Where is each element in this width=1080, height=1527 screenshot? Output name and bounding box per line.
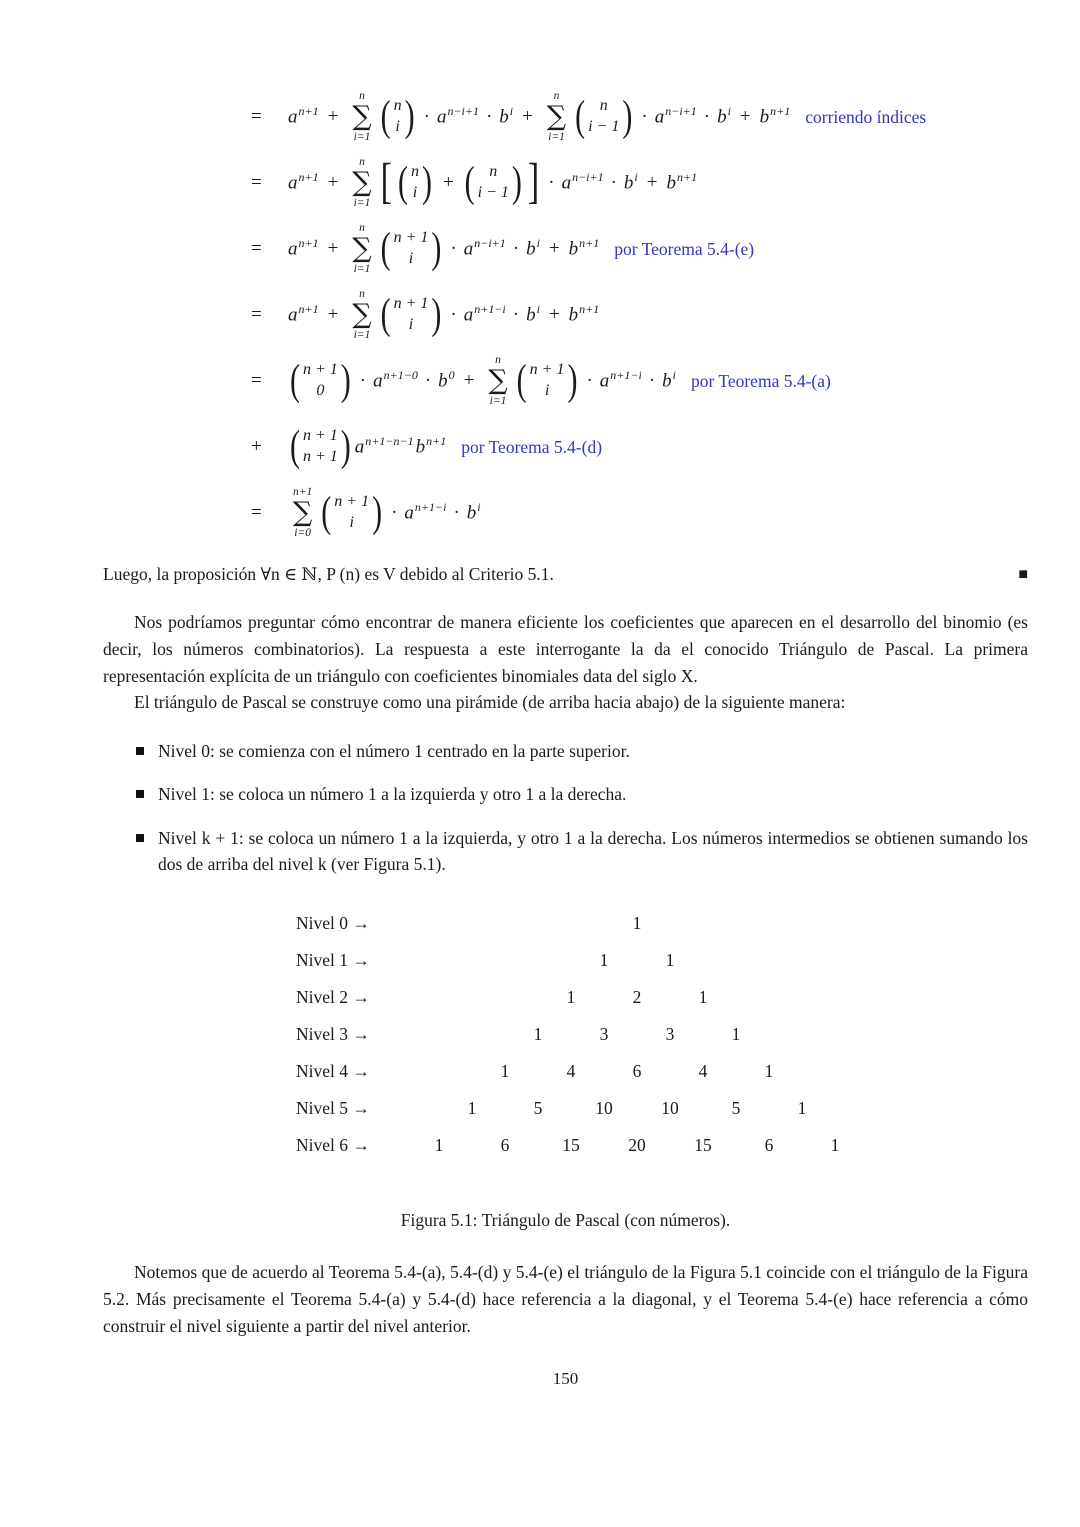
- triangle-row-numbers: [406, 987, 868, 1008]
- equation-line-4: [251, 282, 1028, 348]
- binomial-close-paren: ): [340, 422, 351, 471]
- math-operator: +: [739, 106, 751, 127]
- math-summation: [352, 222, 371, 277]
- triangle-number: 6: [500, 1135, 510, 1156]
- binomial-close-paren: ): [431, 290, 442, 339]
- math-variable: $a^{n+1-i}$: [599, 368, 642, 392]
- math-annotation: por Teorema 5.4-(e): [614, 238, 755, 259]
- binomial-open-paren: (: [290, 422, 300, 471]
- math-superscript: n+1: [770, 104, 791, 119]
- close-square-bracket: ]: [527, 155, 540, 210]
- sum-upper-limit: n: [359, 89, 365, 102]
- binomial-entries: [300, 360, 341, 402]
- math-summation: [488, 354, 507, 409]
- math-superscript: n+1: [298, 302, 319, 317]
- list-item-text: Nivel 0: se comienza con el número 1 centrado en la parte superior.: [158, 741, 630, 762]
- construction-rules-list: [103, 738, 1028, 877]
- binomial-bottom: i: [395, 118, 400, 135]
- binomial-top: n + 1: [393, 229, 429, 247]
- math-variable: $b^i$: [526, 236, 540, 260]
- math-binomial-coefficient: [290, 422, 351, 471]
- triangle-number: 20: [628, 1135, 646, 1156]
- triangle-row: [103, 1135, 1028, 1172]
- sigma-icon: ∑: [546, 100, 567, 132]
- paragraph-construction: El triángulo de Pascal se construye como una pirámide (de arriba hacia abajo) de la siguiente manera:: [134, 692, 846, 713]
- math-operator: +: [327, 172, 339, 193]
- math-variable: $b^{n+1}$: [415, 434, 447, 458]
- triangle-row-label: Nivel 4 →: [296, 1061, 370, 1082]
- triangle-row: [103, 987, 1028, 1024]
- math-superscript: 0: [448, 368, 455, 383]
- math-dot-operator: ·: [450, 238, 457, 259]
- math-summation: [352, 288, 371, 343]
- binomial-open-paren: (: [380, 224, 391, 273]
- paragraph-closing: Notemos que de acuerdo al Teorema 5.4-(a), 5.4-(d) y 5.4-(e) el triángulo de la Figura 5.1 coincide con el triángulo de la Figura 5.2. Más precisamente el Teorema 5.4-(a) y 5.4-(d) hace referencia a la diagonal, y el Teorema 5.4-(e) hace referencia a cómo construir el nivel siguiente a partir del nivel anterior.: [103, 1262, 1028, 1336]
- binomial-entries: [391, 228, 432, 270]
- triangle-number: 15: [694, 1135, 712, 1156]
- binomial-bottom: n + 1: [303, 448, 338, 465]
- equation-expression: [287, 354, 831, 409]
- sum-lower-limit: i=1: [353, 263, 371, 276]
- equation-expression: [287, 422, 603, 471]
- triangle-number: 15: [562, 1135, 580, 1156]
- binomial-entries: [475, 162, 512, 204]
- math-annotation: por Teorema 5.4-(d): [461, 436, 603, 457]
- math-binomial-coefficient: [464, 158, 522, 207]
- triangle-row-numbers: [406, 913, 868, 934]
- math-variable: $b^i$: [662, 368, 676, 392]
- triangle-number: 1: [467, 1098, 477, 1119]
- math-binomial-coefficient: [380, 92, 415, 141]
- sigma-icon: ∑: [352, 100, 372, 132]
- triangle-number: 3: [665, 1024, 675, 1045]
- equation-expression: [287, 90, 926, 145]
- math-superscript: n−i+1: [447, 104, 479, 119]
- equation-line-5: [251, 348, 1028, 414]
- binomial-bottom: 0: [316, 382, 325, 399]
- sum-upper-limit: n: [553, 89, 560, 102]
- math-superscript: i: [672, 368, 676, 383]
- equation-relation: =: [251, 172, 262, 193]
- triangle-number: 1: [698, 987, 708, 1008]
- equation-expression: [287, 288, 600, 343]
- triangle-row: [103, 950, 1028, 987]
- math-superscript: n+1: [298, 104, 319, 119]
- math-binomial-coefficient: [380, 290, 442, 339]
- binomial-close-paren: ): [511, 158, 522, 207]
- math-operator: +: [522, 106, 533, 127]
- binomial-close-paren: ): [622, 92, 633, 141]
- math-variable: $b^i$: [526, 302, 540, 326]
- binomial-close-paren: ): [421, 158, 432, 207]
- math-variable: $a^{n-i+1}$: [654, 104, 697, 128]
- math-summation: [547, 90, 566, 145]
- square-bullet-icon: [136, 790, 144, 798]
- math-superscript: i: [727, 104, 731, 119]
- math-variable: $a^{n+1}$: [288, 104, 319, 128]
- binomial-close-paren: ): [340, 356, 351, 405]
- triangle-number: 1: [830, 1135, 840, 1156]
- sum-upper-limit: n: [495, 353, 501, 366]
- triangle-row: [103, 1098, 1028, 1135]
- binomial-top: n + 1: [393, 295, 429, 313]
- math-superscript: n−i+1: [665, 104, 697, 119]
- list-item-nivel-1: [103, 781, 1028, 807]
- math-variable: $b^{n+1}$: [568, 236, 600, 260]
- math-dot-operator: ·: [485, 106, 493, 127]
- binomial-top: n + 1: [303, 361, 338, 379]
- math-summation: [293, 486, 312, 541]
- math-operator: +: [548, 304, 560, 325]
- binomial-bottom: i − 1: [477, 184, 509, 201]
- binomial-open-paren: (: [380, 92, 391, 141]
- equation-line-7: [251, 480, 1028, 546]
- math-superscript: i: [634, 170, 638, 185]
- triangle-row-numbers: [406, 950, 868, 971]
- qed-symbol: ■: [1018, 565, 1028, 583]
- math-superscript: n+1−i: [474, 302, 506, 317]
- binomial-open-paren: (: [464, 158, 475, 207]
- sum-lower-limit: i=1: [353, 329, 371, 342]
- equation-relation: +: [251, 436, 262, 457]
- triangle-number: 10: [661, 1098, 679, 1119]
- sum-upper-limit: n: [359, 155, 365, 168]
- binomial-close-paren: ): [431, 224, 442, 273]
- triangle-number: 3: [599, 1024, 609, 1045]
- equation-line-6: [251, 414, 1028, 480]
- math-annotation: por Teorema 5.4-(a): [690, 370, 831, 391]
- sigma-icon: ∑: [352, 166, 372, 198]
- binomial-open-paren: (: [321, 488, 332, 537]
- sigma-icon: ∑: [352, 298, 372, 330]
- math-summation: [352, 156, 371, 211]
- triangle-number: 1: [500, 1061, 510, 1082]
- math-operator: +: [463, 370, 475, 391]
- math-variable: $a^{n+1-0}$: [373, 368, 418, 392]
- sum-lower-limit: i=0: [294, 527, 311, 540]
- equation-relation: =: [251, 106, 262, 127]
- sum-lower-limit: i=1: [353, 131, 371, 144]
- math-operator: +: [548, 238, 560, 259]
- binomial-top: n + 1: [303, 427, 338, 445]
- math-binomial-coefficient: [380, 224, 442, 273]
- proof-conclusion-text: Luego, la proposición ∀n ∈ ℕ, P (n) es V debido al Criterio 5.1.: [103, 564, 554, 584]
- math-summation: [352, 90, 371, 145]
- math-variable: $b^i$: [623, 170, 638, 194]
- equation-line-1: [251, 84, 1028, 150]
- math-superscript: n+1: [579, 236, 600, 251]
- equation-expression: [287, 486, 482, 541]
- math-binomial-coefficient: [575, 92, 633, 141]
- triangle-number: 6: [764, 1135, 774, 1156]
- math-operator: +: [327, 106, 339, 127]
- triangle-row-numbers: [406, 1024, 868, 1045]
- square-bullet-icon: [136, 834, 144, 842]
- binomial-open-paren: (: [380, 290, 391, 339]
- proof-conclusion: [103, 564, 1028, 585]
- equation-block: [251, 0, 1028, 546]
- binomial-open-paren: (: [290, 356, 300, 405]
- binomial-top: n + 1: [529, 361, 565, 379]
- list-item-text: Nivel k + 1: se coloca un número 1 a la izquierda, y otro 1 a la derecha. Los números intermedios se obtienen sumando los dos de arriba del nivel k (ver Figura 5.1).: [158, 827, 1028, 874]
- math-variable: $b^{n+1}$: [568, 302, 600, 326]
- binomial-bottom: i − 1: [588, 118, 620, 135]
- math-dot-operator: ·: [512, 238, 520, 259]
- math-dot-operator: ·: [610, 172, 617, 193]
- math-variable: $a^{n+1}$: [288, 170, 319, 194]
- sum-upper-limit: n: [359, 287, 365, 300]
- binomial-bottom: i: [349, 514, 354, 531]
- math-dot-operator: ·: [548, 172, 555, 193]
- equation-expression: [287, 156, 698, 211]
- math-variable: $b^{n+1}$: [759, 104, 791, 128]
- math-dot-operator: ·: [648, 370, 656, 391]
- binomial-bottom: i: [412, 184, 418, 201]
- binomial-bottom: i: [408, 316, 414, 333]
- math-dot-operator: ·: [586, 370, 593, 391]
- math-superscript: n+1: [298, 170, 319, 185]
- sum-upper-limit: n: [359, 221, 365, 234]
- binomial-top: n: [489, 163, 498, 181]
- math-variable: $a^{n+1-i}$: [463, 302, 506, 326]
- triangle-row-label: Nivel 5 →: [296, 1098, 370, 1119]
- triangle-row-label: Nivel 3 →: [296, 1024, 370, 1045]
- sum-lower-limit: i=1: [489, 395, 507, 408]
- math-dot-operator: ·: [703, 106, 711, 127]
- figure-caption: Figura 5.1: Triángulo de Pascal (con números).: [400, 1210, 731, 1231]
- math-superscript: n+1: [298, 236, 319, 251]
- binomial-entries: [331, 492, 372, 534]
- math-variable: $b^{n+1}$: [666, 170, 698, 194]
- math-superscript: n+1−0: [383, 368, 418, 383]
- binomial-entries: [527, 360, 568, 402]
- triangle-number: 1: [764, 1061, 774, 1082]
- triangle-row-numbers: [406, 1061, 868, 1082]
- binomial-bottom: i: [544, 382, 550, 399]
- sigma-icon: ∑: [352, 232, 372, 264]
- math-variable: $a^{n-i+1}$: [561, 170, 604, 194]
- triangle-number: 6: [632, 1061, 642, 1082]
- math-operator: +: [442, 172, 454, 193]
- math-binomial-coefficient: [397, 158, 432, 207]
- triangle-row: [103, 1024, 1028, 1061]
- math-dot-operator: ·: [512, 304, 520, 325]
- binomial-open-paren: (: [516, 356, 527, 405]
- math-dot-operator: ·: [391, 502, 398, 523]
- math-variable: $a^{n+1}$: [288, 302, 319, 326]
- math-superscript: i: [536, 236, 540, 251]
- math-variable: $a^{n-i+1}$: [436, 104, 479, 128]
- binomial-entries: [585, 96, 622, 138]
- binomial-close-paren: ): [404, 92, 415, 141]
- binomial-open-paren: (: [575, 92, 586, 141]
- list-item-text: Nivel 1: se coloca un número 1 a la izquierda y otro 1 a la derecha.: [158, 784, 627, 805]
- math-operator: +: [327, 304, 339, 325]
- triangle-number: 1: [731, 1024, 741, 1045]
- math-operator: +: [646, 172, 658, 193]
- math-binomial-coefficient: [321, 488, 383, 537]
- equation-relation: =: [251, 238, 262, 259]
- equation-relation: =: [251, 502, 262, 523]
- triangle-number: 1: [533, 1024, 543, 1045]
- math-superscript: i: [509, 104, 514, 119]
- sigma-icon: ∑: [488, 364, 508, 396]
- binomial-entries: [300, 426, 341, 468]
- sum-upper-limit: n+1: [293, 485, 313, 498]
- math-superscript: n−i+1: [572, 170, 604, 185]
- equation-relation: =: [251, 370, 262, 391]
- triangle-number: 5: [731, 1098, 741, 1119]
- paragraph-coefficients: Nos podríamos preguntar cómo encontrar de manera eficiente los coeficientes que aparecen en el desarrollo del binomio (es decir, los números combinatorios). La respuesta a este interrogante la da el conocido Triángulo de Pascal. La primera representación explícita de un triángulo con coeficientes binomiales data del siglo X.: [103, 612, 1028, 686]
- math-dot-operator: ·: [453, 502, 460, 523]
- triangle-number: 1: [797, 1098, 807, 1119]
- triangle-number: 10: [595, 1098, 613, 1119]
- triangle-number: 2: [632, 987, 642, 1008]
- sum-lower-limit: i=1: [548, 131, 565, 144]
- math-variable: $b^i$: [717, 104, 731, 128]
- binomial-top: n: [393, 97, 402, 115]
- triangle-number: 1: [599, 950, 609, 971]
- binomial-top: n: [599, 97, 608, 115]
- math-dot-operator: ·: [450, 304, 457, 325]
- pascal-triangle: [103, 913, 1028, 1172]
- math-variable: $a^{n+1}$: [288, 236, 319, 260]
- triangle-number: 4: [698, 1061, 708, 1082]
- math-superscript: n+1: [426, 434, 447, 449]
- triangle-row-numbers: [406, 1098, 868, 1119]
- math-operator: +: [327, 238, 339, 259]
- math-dot-operator: ·: [641, 106, 648, 127]
- triangle-number: 4: [566, 1061, 576, 1082]
- binomial-close-paren: ): [372, 488, 383, 537]
- binomial-top: n: [410, 163, 419, 181]
- math-variable: $b^i$: [499, 104, 514, 128]
- math-variable: $a^{n-i+1}$: [463, 236, 506, 260]
- math-dot-operator: ·: [424, 370, 432, 391]
- square-bullet-icon: [136, 747, 144, 755]
- triangle-number: 1: [566, 987, 576, 1008]
- math-variable: $a^{n+1-n-1}$: [354, 434, 414, 458]
- list-item-nivel-k: [103, 825, 1028, 878]
- binomial-entries: [391, 96, 405, 138]
- triangle-row-label: Nivel 2 →: [296, 987, 370, 1008]
- math-superscript: i: [536, 302, 540, 317]
- binomial-entries: [391, 294, 432, 336]
- math-variable: $b^0$: [438, 368, 455, 392]
- triangle-row-label: Nivel 0 →: [296, 913, 370, 934]
- sigma-icon: ∑: [293, 496, 313, 528]
- triangle-number: 1: [665, 950, 675, 971]
- math-dot-operator: ·: [359, 370, 367, 391]
- binomial-open-paren: (: [397, 158, 408, 207]
- math-dot-operator: ·: [423, 106, 430, 127]
- figure-pascal-triangle: [103, 913, 1028, 1231]
- equation-line-2: [251, 150, 1028, 216]
- math-superscript: n+1: [579, 302, 600, 317]
- math-annotation: corriendo índices: [805, 106, 927, 127]
- triangle-number: 1: [632, 913, 642, 934]
- equation-line-3: [251, 216, 1028, 282]
- math-variable: $a^{n+1-i}$: [404, 500, 447, 524]
- open-square-bracket: [: [380, 155, 392, 210]
- triangle-number: 1: [434, 1135, 444, 1156]
- binomial-entries: [408, 162, 422, 204]
- equation-expression: [287, 222, 754, 277]
- math-binomial-coefficient: [290, 356, 351, 405]
- math-superscript: n+1−i: [414, 500, 447, 515]
- math-superscript: n+1−i: [610, 368, 642, 383]
- math-variable: $b^i$: [466, 500, 481, 524]
- binomial-bottom: i: [408, 250, 414, 267]
- triangle-row: [103, 1061, 1028, 1098]
- binomial-top: n + 1: [334, 493, 370, 511]
- list-item-nivel-0: [103, 738, 1028, 764]
- triangle-row: [103, 913, 1028, 950]
- math-superscript: i: [477, 500, 481, 515]
- math-superscript: n+1−n−1: [365, 434, 414, 449]
- page-number: 150: [552, 1369, 579, 1389]
- math-binomial-coefficient: [516, 356, 578, 405]
- equation-relation: =: [251, 304, 262, 325]
- math-superscript: n+1: [676, 170, 698, 185]
- triangle-row-label: Nivel 6 →: [296, 1135, 370, 1156]
- triangle-row-label: Nivel 1 →: [296, 950, 370, 971]
- math-superscript: n−i+1: [474, 236, 506, 251]
- binomial-close-paren: ): [567, 356, 578, 405]
- triangle-row-numbers: [406, 1135, 868, 1156]
- sum-lower-limit: i=1: [353, 197, 371, 210]
- triangle-number: 5: [533, 1098, 543, 1119]
